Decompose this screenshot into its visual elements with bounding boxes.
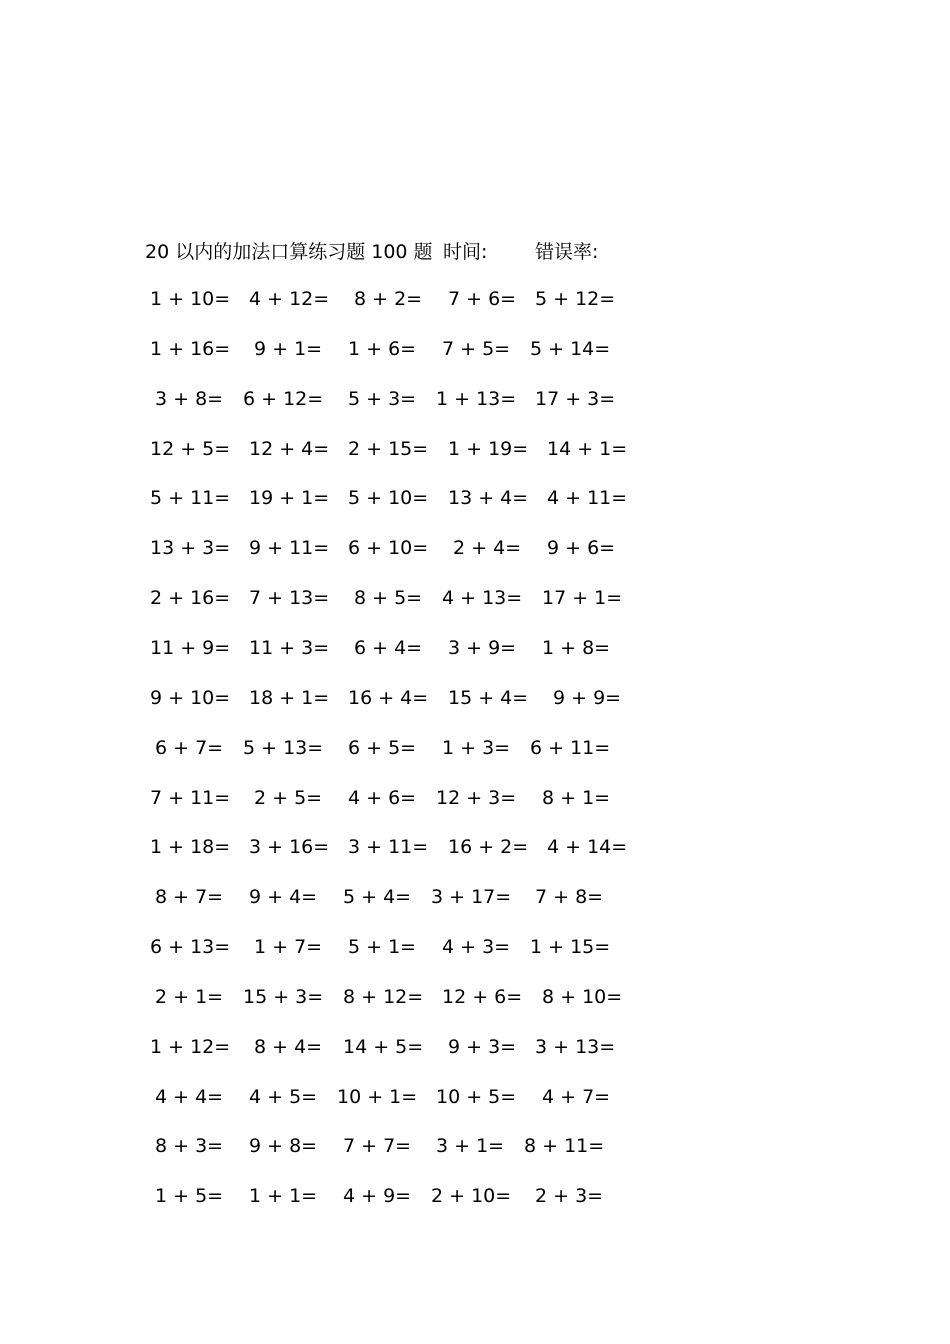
problem-item: 9 + 3= (448, 1036, 517, 1058)
problem-item: 13 + 4= (448, 487, 529, 509)
problem-item: 1 + 13= (436, 388, 517, 410)
problem-item: 1 + 12= (150, 1036, 231, 1058)
problem-item: 14 + 5= (343, 1036, 424, 1058)
problem-item: 2 + 3= (535, 1185, 604, 1207)
problem-item: 7 + 13= (249, 587, 330, 609)
problem-item: 1 + 15= (530, 936, 611, 958)
problem-item: 5 + 4= (343, 886, 412, 908)
problem-item: 3 + 9= (448, 637, 517, 659)
problem-item: 1 + 10= (150, 288, 231, 310)
problem-item: 4 + 7= (542, 1086, 611, 1108)
problem-item: 14 + 1= (547, 438, 628, 460)
problem-item: 5 + 13= (243, 737, 324, 759)
problem-item: 9 + 8= (249, 1135, 318, 1157)
problem-item: 9 + 11= (249, 537, 330, 559)
problem-item: 17 + 3= (535, 388, 616, 410)
problem-item: 7 + 8= (535, 886, 604, 908)
problem-item: 19 + 1= (249, 487, 330, 509)
problem-item: 1 + 5= (155, 1185, 224, 1207)
problem-item: 8 + 2= (354, 288, 423, 310)
problem-item: 5 + 12= (535, 288, 616, 310)
problem-item: 15 + 4= (448, 687, 529, 709)
problem-item: 4 + 6= (348, 787, 417, 809)
problem-item: 12 + 4= (249, 438, 330, 460)
problem-item: 1 + 1= (249, 1185, 318, 1207)
problem-item: 5 + 10= (348, 487, 429, 509)
problem-item: 15 + 3= (243, 986, 324, 1008)
problem-item: 8 + 4= (254, 1036, 323, 1058)
problem-item: 6 + 12= (243, 388, 324, 410)
problem-item: 4 + 12= (249, 288, 330, 310)
problem-item: 2 + 10= (431, 1185, 512, 1207)
problem-item: 16 + 2= (448, 836, 529, 858)
problem-item: 8 + 12= (343, 986, 424, 1008)
problem-item: 4 + 4= (155, 1086, 224, 1108)
problem-item: 1 + 7= (254, 936, 323, 958)
problem-item: 2 + 4= (453, 537, 522, 559)
problem-item: 13 + 3= (150, 537, 231, 559)
problem-item: 11 + 9= (150, 637, 231, 659)
problem-item: 3 + 1= (436, 1135, 505, 1157)
problem-item: 6 + 7= (155, 737, 224, 759)
problem-item: 1 + 3= (442, 737, 511, 759)
problem-item: 7 + 6= (448, 288, 517, 310)
problem-item: 5 + 14= (530, 338, 611, 360)
problem-item: 8 + 11= (524, 1135, 605, 1157)
problem-item: 12 + 3= (436, 787, 517, 809)
problem-item: 3 + 11= (348, 836, 429, 858)
problem-item: 8 + 10= (542, 986, 623, 1008)
problem-item: 12 + 6= (442, 986, 523, 1008)
problem-item: 6 + 4= (354, 637, 423, 659)
time-label: 时间: (443, 241, 488, 263)
problem-item: 7 + 7= (343, 1135, 412, 1157)
problem-item: 9 + 4= (249, 886, 318, 908)
problem-item: 18 + 1= (249, 687, 330, 709)
problem-item: 12 + 5= (150, 438, 231, 460)
problem-item: 2 + 16= (150, 587, 231, 609)
problem-item: 4 + 3= (442, 936, 511, 958)
problem-item: 7 + 5= (442, 338, 511, 360)
problem-item: 4 + 14= (547, 836, 628, 858)
problem-item: 3 + 16= (249, 836, 330, 858)
problem-item: 8 + 1= (542, 787, 611, 809)
problem-item: 1 + 19= (448, 438, 529, 460)
problem-item: 8 + 5= (354, 587, 423, 609)
problem-item: 9 + 6= (547, 537, 616, 559)
problem-item: 4 + 13= (442, 587, 523, 609)
error-rate-label: 错误率: (535, 241, 599, 263)
problem-item: 8 + 3= (155, 1135, 224, 1157)
problem-item: 6 + 10= (348, 537, 429, 559)
problem-item: 5 + 1= (348, 936, 417, 958)
problem-item: 4 + 9= (343, 1185, 412, 1207)
problem-item: 1 + 6= (348, 338, 417, 360)
problem-item: 17 + 1= (542, 587, 623, 609)
problem-item: 4 + 5= (249, 1086, 318, 1108)
problem-item: 3 + 8= (155, 388, 224, 410)
problem-item: 9 + 10= (150, 687, 231, 709)
problem-item: 10 + 5= (436, 1086, 517, 1108)
problem-item: 10 + 1= (337, 1086, 418, 1108)
worksheet-title: 20 以内的加法口算练习题 100 题 (145, 241, 433, 263)
problem-item: 1 + 8= (542, 637, 611, 659)
problem-item: 1 + 16= (150, 338, 231, 360)
problem-item: 2 + 15= (348, 438, 429, 460)
problem-item: 5 + 3= (348, 388, 417, 410)
problem-item: 4 + 11= (547, 487, 628, 509)
problem-item: 7 + 11= (150, 787, 231, 809)
problem-item: 6 + 5= (348, 737, 417, 759)
problem-item: 9 + 9= (553, 687, 622, 709)
problem-item: 1 + 18= (150, 836, 231, 858)
problem-item: 6 + 11= (530, 737, 611, 759)
problem-item: 2 + 1= (155, 986, 224, 1008)
problem-item: 3 + 17= (431, 886, 512, 908)
problem-item: 16 + 4= (348, 687, 429, 709)
problem-item: 9 + 1= (254, 338, 323, 360)
problem-item: 2 + 5= (254, 787, 323, 809)
problem-item: 8 + 7= (155, 886, 224, 908)
problem-item: 6 + 13= (150, 936, 231, 958)
problem-item: 5 + 11= (150, 487, 231, 509)
problem-item: 11 + 3= (249, 637, 330, 659)
problem-item: 3 + 13= (535, 1036, 616, 1058)
